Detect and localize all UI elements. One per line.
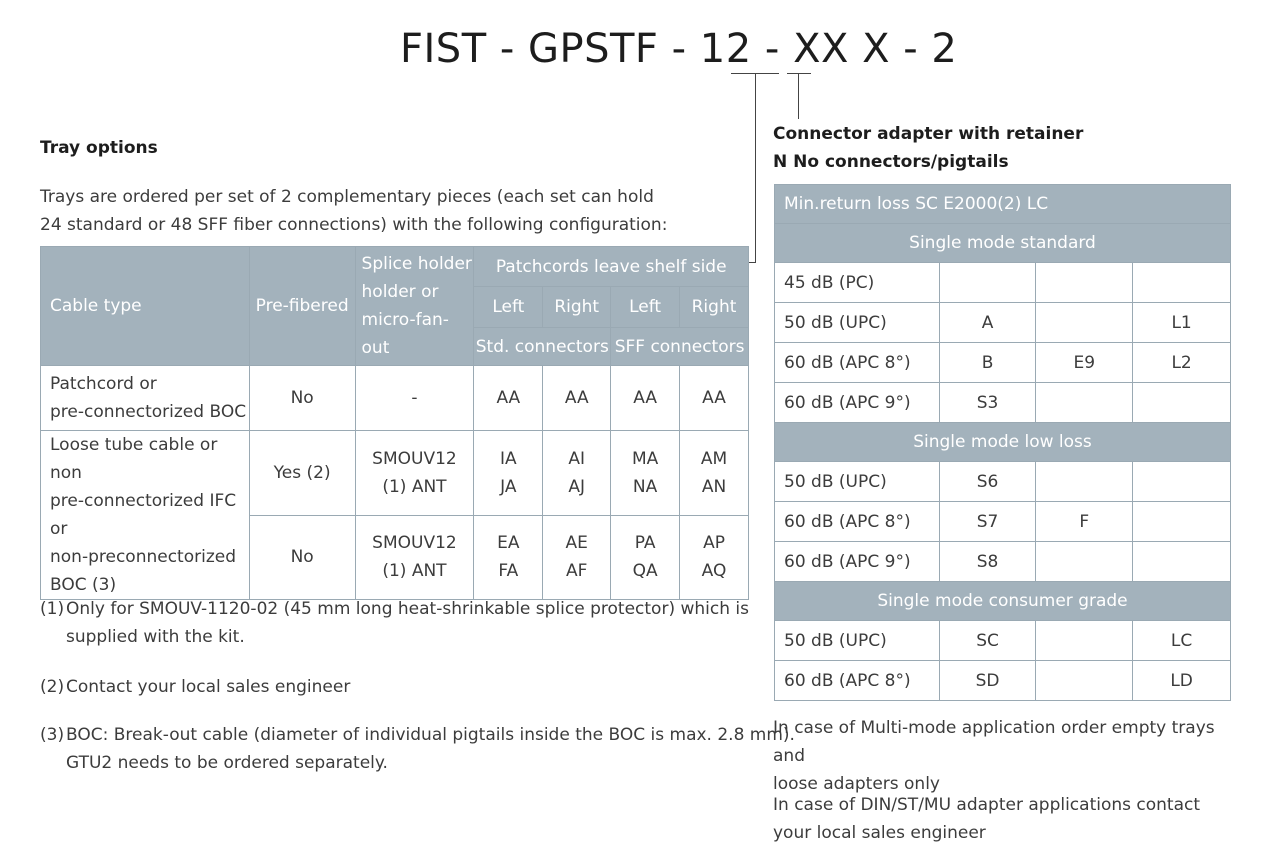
code-cell: MA NA (611, 431, 680, 516)
note-text: GTU2 needs to be ordered separately. (66, 753, 388, 773)
multimode-note-line1: In case of Multi-mode application order empty trays and (773, 718, 1215, 766)
header-cable-type: Cable type (41, 247, 250, 366)
cable-type-line: Loose tube cable or non (50, 435, 218, 483)
splice-holder-cell (355, 431, 474, 516)
note-text: BOC: Break-out cable (diameter of individual pigtails inside the BOC is max. 2.8 mm). (66, 725, 795, 745)
note-3 (40, 721, 795, 777)
e2000-cell (1036, 542, 1133, 582)
loss-cell: 50 dB (UPC) (775, 303, 940, 343)
header-left-sff: Left (611, 287, 680, 328)
sc-cell (939, 263, 1036, 303)
code-cell: IA JA (474, 431, 543, 516)
sc-cell: S3 (939, 383, 1036, 423)
code-cell: AA (680, 366, 749, 431)
note-1 (40, 595, 760, 651)
code-cell: AA (543, 366, 611, 431)
table-row (775, 303, 1231, 343)
e2000-cell (1036, 661, 1133, 701)
din-st-mu-note (773, 791, 1243, 847)
code-cell: AI AJ (543, 431, 611, 516)
header-std-connectors: Std. connectors (474, 328, 611, 366)
tray-options-table (40, 246, 749, 600)
header-right-std: Right (543, 287, 611, 328)
connector-title: Connector adapter with retainer (773, 124, 1084, 144)
part-number-code1: XX (793, 26, 849, 72)
code-cell: AM AN (680, 431, 749, 516)
header-right-sff: Right (680, 287, 749, 328)
tray-options-intro-line2: 24 standard or 48 SFF fiber connections) with the following configuration: (40, 215, 668, 235)
section-header: Single mode low loss (775, 423, 1231, 462)
loss-cell: 60 dB (APC 9°) (775, 542, 940, 582)
table-row (775, 621, 1231, 661)
pre-fibered-cell: No (249, 366, 355, 431)
code2-connector-line (798, 73, 799, 119)
cable-type-cell (41, 431, 250, 600)
cable-type-line: pre-connectorized BOC (50, 402, 247, 422)
lc-cell: L1 (1133, 303, 1231, 343)
cable-type-line: BOC (3) (50, 575, 117, 595)
loss-cell: 50 dB (UPC) (775, 621, 940, 661)
header-patchcords: Patchcords leave shelf side (474, 247, 749, 287)
din-st-mu-note-line1: In case of DIN/ST/MU adapter applications contact (773, 795, 1201, 815)
table-row (775, 542, 1231, 582)
header-splice-holder-line2: holder or (361, 282, 439, 302)
sc-cell: S7 (939, 502, 1036, 542)
note-number: (3) (40, 725, 65, 745)
header-pre-fibered: Pre-fibered (249, 247, 355, 366)
pre-fibered-cell: Yes (2) (249, 431, 355, 516)
splice-holder-cell: - (355, 366, 474, 431)
sc-cell: S6 (939, 462, 1036, 502)
loss-cell: 50 dB (UPC) (775, 462, 940, 502)
header-splice-holder-line1: Splice holder (361, 254, 472, 274)
sc-cell: SC (939, 621, 1036, 661)
splice-holder-cell (355, 515, 474, 600)
e2000-cell (1036, 263, 1133, 303)
cable-type-line: pre-connectorized IFC or (50, 491, 237, 539)
e2000-cell: E9 (1036, 343, 1133, 383)
loss-cell: 45 dB (PC) (775, 263, 940, 303)
table-row (775, 462, 1231, 502)
note-2 (40, 673, 760, 701)
lc-cell (1133, 542, 1231, 582)
table-row (41, 366, 749, 431)
header-splice-holder-line3: micro-fan-out (361, 310, 449, 358)
e2000-cell: F (1036, 502, 1133, 542)
splice-holder-line: SMOUV12 (372, 533, 457, 554)
tray-options-intro-line1: Trays are ordered per set of 2 complementary pieces (each set can hold (40, 187, 654, 207)
lc-cell: LD (1133, 661, 1231, 701)
part-number-suffix: - 2 (890, 26, 958, 72)
lc-cell: L2 (1133, 343, 1231, 383)
code-cell: EA FA (474, 515, 543, 600)
lc-cell (1133, 502, 1231, 542)
splice-holder-line: (1) ANT (382, 476, 447, 497)
splice-holder-line: SMOUV12 (372, 448, 457, 469)
note-text: Contact your local sales engineer (66, 677, 351, 697)
table-row (775, 263, 1231, 303)
connector-subtitle: N No connectors/pigtails (773, 152, 1009, 172)
code1-connector-stub (749, 262, 756, 263)
sc-cell: SD (939, 661, 1036, 701)
loss-cell: 60 dB (APC 8°) (775, 661, 940, 701)
code-cell: AA (474, 366, 543, 431)
e2000-cell (1036, 383, 1133, 423)
lc-cell: LC (1133, 621, 1231, 661)
code-cell: AE AF (543, 515, 611, 600)
section-header: Single mode standard (775, 224, 1231, 263)
note-text: Only for SMOUV-1120-02 (45 mm long heat-shrinkable splice protector) which is (66, 599, 749, 619)
splice-holder-line: (1) ANT (382, 561, 447, 582)
sc-cell: A (939, 303, 1036, 343)
lc-cell (1133, 383, 1231, 423)
note-text: supplied with the kit. (66, 627, 245, 647)
connector-table (774, 184, 1231, 701)
lc-cell (1133, 263, 1231, 303)
loss-cell: 60 dB (APC 8°) (775, 502, 940, 542)
table-row (775, 343, 1231, 383)
din-st-mu-note-line2: your local sales engineer (773, 823, 986, 843)
table-row (41, 431, 749, 516)
cable-type-cell (41, 366, 250, 431)
code1-connector-line (755, 73, 756, 262)
e2000-cell (1036, 462, 1133, 502)
note-number: (1) (40, 599, 65, 619)
code-cell: AP AQ (680, 515, 749, 600)
header-splice-holder (355, 247, 474, 366)
loss-cell: 60 dB (APC 9°) (775, 383, 940, 423)
lc-cell (1133, 462, 1231, 502)
cable-type-line: non-preconnectorized (50, 547, 237, 567)
pre-fibered-cell: No (249, 515, 355, 600)
section-header: Single mode consumer grade (775, 582, 1231, 621)
e2000-cell (1036, 303, 1133, 343)
e2000-cell (1036, 621, 1133, 661)
connector-header: Min.return loss SC E2000(2) LC (775, 185, 1231, 224)
cable-type-line: Patchcord or (50, 374, 157, 394)
table-row (775, 502, 1231, 542)
part-number-prefix: FIST - GPSTF - 12 - (400, 26, 794, 72)
part-number-code2: X (862, 26, 891, 72)
loss-cell: 60 dB (APC 8°) (775, 343, 940, 383)
table-row (775, 383, 1231, 423)
header-sff-connectors: SFF connectors (611, 328, 749, 366)
note-number: (2) (40, 677, 65, 697)
code-cell: PA QA (611, 515, 680, 600)
multimode-note (773, 714, 1243, 798)
part-number (400, 26, 957, 72)
code2-underline (787, 73, 811, 74)
header-left-std: Left (474, 287, 543, 328)
code-cell: AA (611, 366, 680, 431)
multimode-note-line2: loose adapters only (773, 774, 940, 794)
tray-options-intro (40, 183, 740, 239)
sc-cell: B (939, 343, 1036, 383)
sc-cell: S8 (939, 542, 1036, 582)
table-row (775, 661, 1231, 701)
tray-options-title: Tray options (40, 138, 158, 158)
